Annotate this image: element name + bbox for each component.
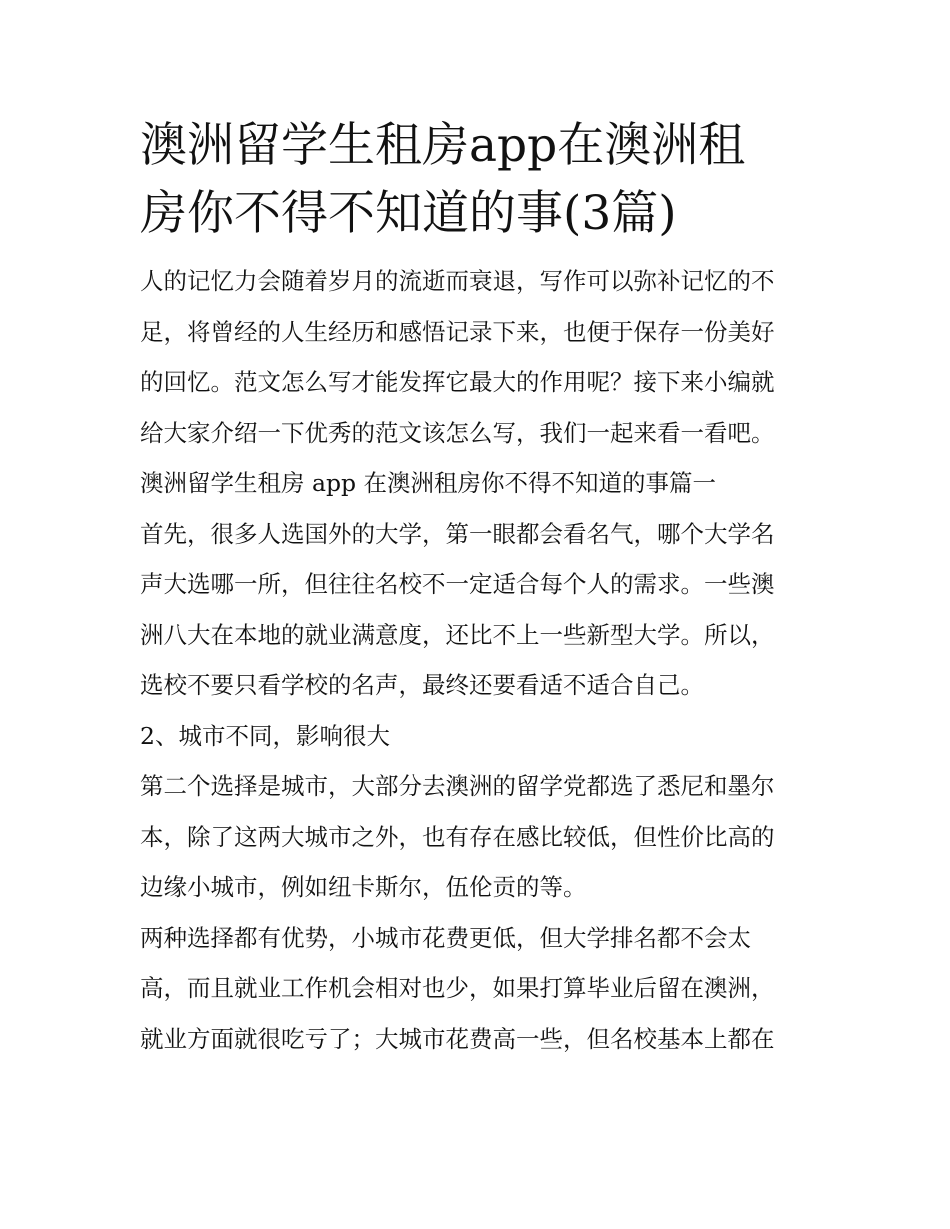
text-line: 给大家介绍一下优秀的范文该怎么写，我们一起来看一看吧。: [140, 418, 775, 447]
text-line: 首先，很多人选国外的大学，第一眼都会看名气，哪个大学名: [140, 519, 775, 548]
text-line: 第二个选择是城市，大部分去澳洲的留学党都选了悉尼和墨尔: [140, 772, 775, 800]
text-line: 本，除了这两大城市之外，也有存在感比较低，但性价比高的: [140, 822, 775, 851]
text-line: 边缘小城市，例如纽卡斯尔，伍伦贡的等。: [140, 873, 587, 901]
subheading: 2、城市不同，影响很大: [140, 721, 390, 750]
document-page: [140, 112, 815, 1064]
text-line: 的回忆。范文怎么写才能发挥它最大的作用呢？接下来小编就: [140, 368, 775, 396]
text-line: 洲八大在本地的就业满意度，还比不上一些新型大学。所以，: [140, 620, 775, 649]
title-line-2: 房你不得不知道的事(3篇): [140, 186, 677, 241]
text-line: 高，而且就业工作机会相对也少，如果打算毕业后留在澳洲，: [140, 974, 775, 1002]
text-line: 人的记忆力会随着岁月的流逝而衰退，写作可以弥补记忆的不: [140, 267, 775, 295]
text-line: 足，将曾经的人生经历和感悟记录下来，也便于保存一份美好: [140, 317, 775, 346]
title-line-1: 澳洲留学生租房app在澳洲租: [140, 118, 746, 173]
text-line: 两种选择都有优势，小城市花费更低，但大学排名都不会太: [140, 923, 751, 952]
text-line: 声大选哪一所，但往往名校不一定适合每个人的需求。一些澳: [140, 570, 775, 598]
body-text: [140, 256, 815, 1064]
section-heading: 澳洲留学生租房 app 在澳洲租房你不得不知道的事篇一: [140, 469, 717, 497]
text-line: 就业方面就很吃亏了；大城市花费高一些，但名校基本上都在: [140, 1024, 775, 1053]
text-line: 选校不要只看学校的名声，最终还要看适不适合自己。: [140, 671, 704, 699]
document-title: [140, 112, 815, 248]
